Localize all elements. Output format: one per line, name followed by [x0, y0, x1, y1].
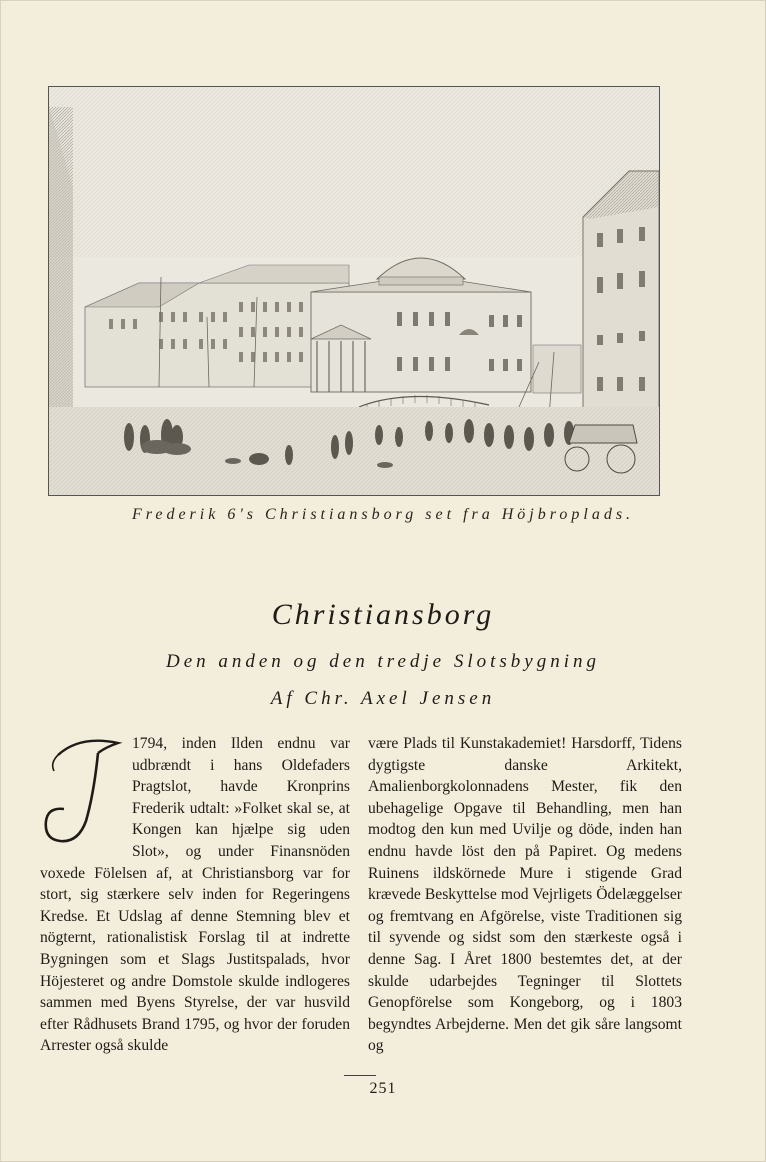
- article-byline: Af Chr. Axel Jensen: [270, 688, 496, 709]
- folio-rule: [344, 1075, 376, 1076]
- text-column-right: [368, 733, 682, 1057]
- article-subtitle: Den anden og den tredje Slotsbygning: [165, 651, 601, 672]
- article-title: Christiansborg: [271, 598, 495, 631]
- page-number: 251: [369, 1080, 397, 1097]
- engraving-illustration: [49, 87, 659, 495]
- drop-cap-ornament: [40, 733, 124, 849]
- engraving-figure: [48, 86, 660, 496]
- right-column-text: være Plads til Kunstakademiet! Harsdorff, Tidens dygtigste danske Arkitekt, Amalienborgkolonnadens Mester, fik den ubehagelige Opgave til Behandling, men han modtog den kun med Uvilje og döde, inden han endnu havde löst den på Papiret. Og medens Ruinens ildskörnede Mure i stigende Grad krævede Beskyttelse mod Vejrligets Ödelæggelser og fremtvang en Afgörelse, viste Traditionen sig til syvende og sidst som den stærkeste også i denne Sag. I Året 1800 bestemtes det, at der skulde udarbejdes Tegninger til Slottets Genopförelse som Kongeborg, og i 1803 begyndtes Arbejderne. Men det gik såre langsomt og: [368, 735, 682, 1055]
- drop-cap: [40, 733, 124, 849]
- left-column-text: 1794, inden Ilden endnu var udbrændt i hans Oldefaders Pragtslot, havde Kronprins Frederik udtalt: »Folket skal se, at Kongen kan hjælpe sig uden Slot», og under Finansnöden voxede Fölelsen af, at Christiansborg var for stort, sig stærkere selv inden for Regeringens Kredse. Et Udslag af denne Stemning blev et nögternt, rationalistisk Forslag til at indrette Bygningen som et Slags Justitspalads, hvor Höjesteret og andre Domstole skulde indlogeres sammen med Byens Styrelse, der var husvild efter Rådhusets Brand 1795, og hvor der foruden Arrester også skulde: [40, 735, 350, 1055]
- text-column-left: [40, 733, 350, 1057]
- figure-caption: Frederik 6's Christiansborg set fra Höjbroplads.: [131, 506, 635, 523]
